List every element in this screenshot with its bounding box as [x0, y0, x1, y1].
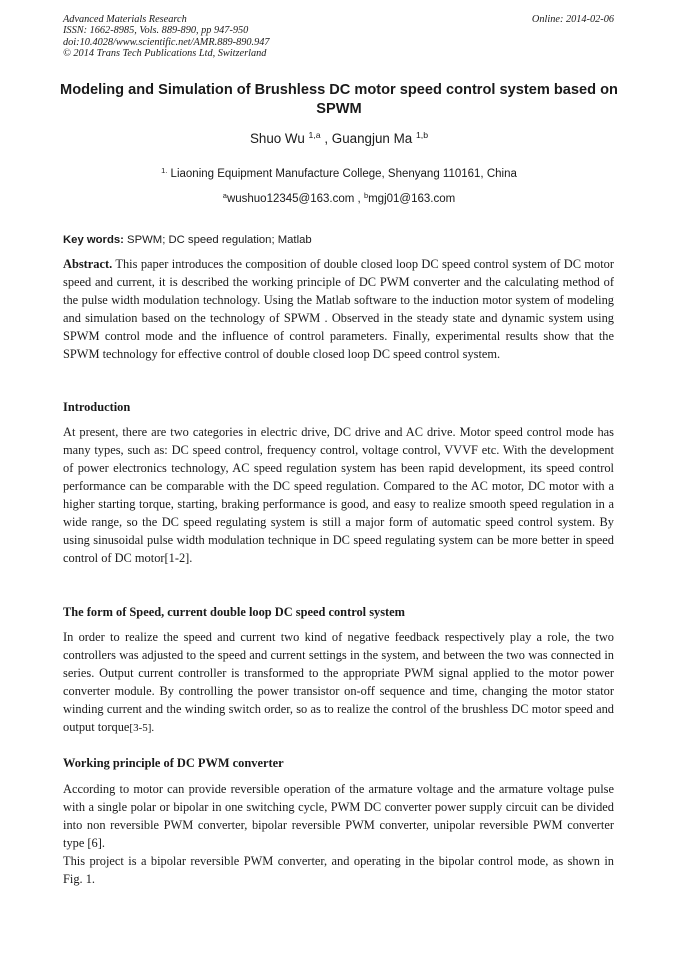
doi-line[interactable]: doi:10.4028/www.scientific.net/AMR.889-890.947 — [63, 36, 270, 48]
keywords — [63, 234, 312, 246]
abstract-text: This paper introduces the composition of double closed loop DC speed control system of DC motor speed and current, it is described the working principle of DC PWM converter and the calculating method of the pulse width modulation technology. Using the Matlab software to the induction motor system of modeling and simulation based on the technology of SPWM . Observed in the steady state and dynamic system using SPWM control mode and the influence of control parameters. Finally, experimental results show that the SPWM technology for effective control of double closed loop DC speed control system. — [63, 257, 614, 362]
affiliation — [55, 165, 623, 180]
author-1-affil: 1,a — [308, 130, 321, 141]
online-date: Online: 2014-02-06 — [531, 14, 614, 25]
keywords-label: Key words: — [63, 234, 124, 246]
email-line — [55, 190, 623, 205]
copyright-line: © 2014 Trans Tech Publications Ltd, Switzerland — [63, 48, 267, 60]
abstract-label: Abstract. — [63, 257, 113, 271]
introduction-heading: Introduction — [63, 400, 131, 414]
author-line — [55, 131, 623, 146]
keywords-text: SPWM; DC speed regulation; Matlab — [123, 234, 312, 246]
email-separator: , — [354, 193, 364, 205]
pwm-converter-text: According to motor can provide reversible operation of the armature voltage and the armature voltage pulse with a single polar or bipolar in one switching cycle, PWM DC converter power supply circuit can be divided into non reversible PWM converter, bipolar reversible PWM converter, unipolar reversible PWM converter type [6]. — [63, 782, 614, 851]
double-loop-paragraph: In order to realize the speed and current two kind of negative feedback respectively play a role, the two controllers was adjusted to the speed and current settings in the system, and between the two was connected in series. Output current controller is transformed to the appropriate PWM signal applied to the motor power converter module. By controlling the power transistor on-off sequence and time, changing the motor stator winding current and the winding switch order, so as to realize the control of the brushless DC motor speed and output torque — [63, 630, 614, 735]
author-2-affil: 1,b — [415, 130, 429, 141]
pwm-converter-heading: Working principle of DC PWM converter — [63, 756, 284, 770]
email-mark-b: b — [363, 190, 369, 200]
email-mark-a: a — [222, 190, 227, 200]
paper-title: Modeling and Simulation of Brushless DC motor speed control system based on SPWM — [60, 82, 618, 117]
issn-line: ISSN: 1662-8985, Vols. 889-890, pp 947-950 — [63, 25, 249, 37]
affiliation-text: Liaoning Equipment Manufacture College, Shenyang 110161, China — [167, 168, 517, 180]
email-a[interactable]: wushuo12345@163.com — [226, 193, 355, 205]
journal-header — [63, 14, 270, 60]
email-b[interactable]: mgj01@163.com — [368, 193, 456, 205]
double-loop-text — [63, 628, 614, 737]
affiliation-mark: 1. — [161, 165, 168, 175]
double-loop-citation: [3-5]. — [129, 722, 155, 735]
introduction-text: At present, there are two categories in electric drive, DC drive and AC drive. Motor speed control mode has many types, such as: DC speed control, frequency control, voltage control, VVVF etc. With the development of power electronics technology, AC speed regulation system has been rapid development, its speed control performance can be comparable with the DC speed regulation. Compared to the AC motor, DC motor with a higher starting torque, starting, braking performance is good, and easy to realize smooth speed regulation in a wide range, so the DC speed regulating system is still a major form of automatic speed control system. By using sinusoidal pulse width modulation technique in DC speed regulating system can be more better in speed control of DC motor[1-2]. — [63, 425, 614, 566]
journal-name: Advanced Materials Research — [63, 14, 187, 25]
author-1: Shuo Wu — [249, 131, 305, 146]
author-2: Guangjun Ma — [331, 131, 413, 146]
author-separator: , — [320, 131, 332, 146]
double-loop-heading: The form of Speed, current double loop DC speed control system — [63, 605, 405, 619]
pwm-converter-text-2: This project is a bipolar reversible PWM converter, and operating in the bipolar control mode, as shown in Fig. 1. — [63, 854, 614, 887]
abstract — [63, 255, 614, 363]
